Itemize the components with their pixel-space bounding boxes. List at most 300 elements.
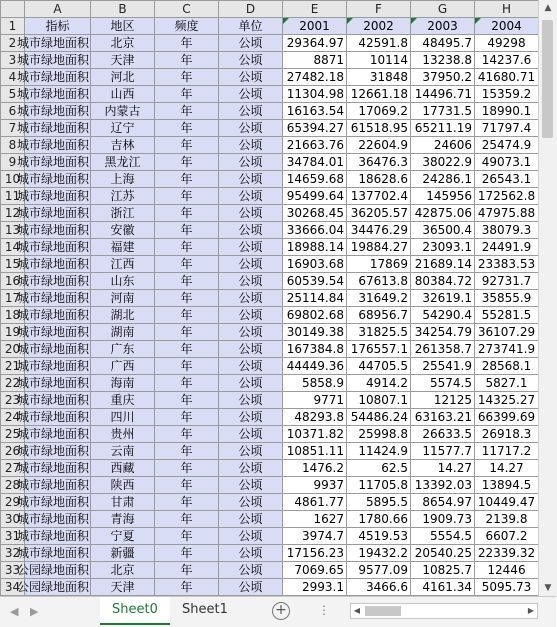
frequency-cell[interactable]: 年 [155,528,219,545]
region-cell[interactable]: 安徽 [91,222,155,239]
unit-cell[interactable]: 公顷 [219,35,283,52]
row-number[interactable]: 13 [1,222,25,239]
region-cell[interactable]: 江苏 [91,188,155,205]
frequency-cell[interactable]: 年 [155,477,219,494]
value-cell[interactable]: 31649.2 [347,290,411,307]
region-cell[interactable]: 西藏 [91,460,155,477]
value-cell[interactable]: 5895.5 [347,494,411,511]
value-cell[interactable]: 25114.84 [283,290,347,307]
frequency-cell[interactable]: 年 [155,562,219,579]
row-number[interactable]: 29 [1,494,25,511]
value-cell[interactable]: 34784.01 [283,154,347,171]
scroll-down-arrow-icon[interactable]: ▼ [544,583,552,593]
header-year-cell[interactable]: 2002 [347,18,411,35]
value-cell[interactable]: 48495.7 [411,35,475,52]
value-cell[interactable]: 10371.82 [283,426,347,443]
value-cell[interactable]: 49298 [475,35,539,52]
indicator-cell[interactable] [17,392,91,409]
region-cell[interactable]: 河南 [91,290,155,307]
indicator-cell[interactable] [17,477,91,494]
unit-cell[interactable]: 公顷 [219,154,283,171]
value-cell[interactable]: 16163.54 [283,103,347,120]
value-cell[interactable]: 67613.8 [347,273,411,290]
value-cell[interactable]: 68956.7 [347,307,411,324]
value-cell[interactable]: 17731.5 [411,103,475,120]
row-number[interactable]: 6 [1,103,25,120]
row-number[interactable]: 25 [1,426,25,443]
region-cell[interactable]: 重庆 [91,392,155,409]
value-cell[interactable]: 25998.8 [347,426,411,443]
value-cell[interactable]: 24606 [411,137,475,154]
scroll-left-arrow-icon[interactable]: ◀ [353,606,361,615]
column-header-f[interactable]: F [347,1,411,18]
value-cell[interactable]: 10114 [347,52,411,69]
value-cell[interactable]: 27482.18 [283,69,347,86]
value-cell[interactable]: 14237.6 [475,52,539,69]
value-cell[interactable]: 9937 [283,477,347,494]
value-cell[interactable]: 16903.68 [283,256,347,273]
frequency-cell[interactable]: 年 [155,52,219,69]
indicator-cell[interactable] [17,290,91,307]
region-cell[interactable]: 黑龙江 [91,154,155,171]
frequency-cell[interactable]: 年 [155,341,219,358]
value-cell[interactable]: 31825.5 [347,324,411,341]
header-year-cell[interactable]: 2001 [283,18,347,35]
header-year-cell[interactable]: 2003 [411,18,475,35]
value-cell[interactable]: 26918.3 [475,426,539,443]
value-cell[interactable]: 10851.11 [283,443,347,460]
row-number[interactable]: 12 [1,205,25,222]
value-cell[interactable]: 13238.8 [411,52,475,69]
value-cell[interactable]: 6607.2 [475,528,539,545]
unit-cell[interactable]: 公顷 [219,205,283,222]
row-number[interactable]: 33 [1,562,25,579]
value-cell[interactable]: 38079.3 [475,222,539,239]
next-sheet-arrow-icon[interactable]: ▶ [30,605,39,618]
unit-cell[interactable]: 公顷 [219,324,283,341]
unit-cell[interactable]: 公顷 [219,69,283,86]
value-cell[interactable]: 95499.64 [283,188,347,205]
region-cell[interactable]: 四川 [91,409,155,426]
indicator-cell[interactable] [17,511,91,528]
frequency-cell[interactable]: 年 [155,579,219,596]
frequency-cell[interactable]: 年 [155,460,219,477]
vertical-scrollbar[interactable] [538,0,557,596]
row-number[interactable]: 21 [1,358,25,375]
row-number[interactable]: 26 [1,443,25,460]
value-cell[interactable]: 33666.04 [283,222,347,239]
frequency-cell[interactable]: 年 [155,120,219,137]
frequency-cell[interactable]: 年 [155,205,219,222]
value-cell[interactable]: 19432.2 [347,545,411,562]
value-cell[interactable]: 273741.9 [475,341,539,358]
region-cell[interactable]: 湖南 [91,324,155,341]
value-cell[interactable]: 69802.68 [283,307,347,324]
value-cell[interactable]: 12661.18 [347,86,411,103]
frequency-cell[interactable]: 年 [155,239,219,256]
region-cell[interactable]: 山东 [91,273,155,290]
value-cell[interactable]: 35855.9 [475,290,539,307]
value-cell[interactable]: 5858.9 [283,375,347,392]
frequency-cell[interactable]: 年 [155,409,219,426]
region-cell[interactable]: 北京 [91,562,155,579]
frequency-cell[interactable]: 年 [155,324,219,341]
indicator-cell[interactable] [17,86,91,103]
value-cell[interactable]: 137702.4 [347,188,411,205]
header-year-cell[interactable]: 2004 [475,18,539,35]
unit-cell[interactable]: 公顷 [219,545,283,562]
value-cell[interactable]: 65394.27 [283,120,347,137]
value-cell[interactable]: 10825.7 [411,562,475,579]
unit-cell[interactable]: 公顷 [219,137,283,154]
value-cell[interactable]: 48293.8 [283,409,347,426]
value-cell[interactable]: 32619.1 [411,290,475,307]
region-cell[interactable]: 辽宁 [91,120,155,137]
value-cell[interactable]: 31848 [347,69,411,86]
row-number[interactable]: 2 [1,35,25,52]
scroll-right-arrow-icon[interactable]: ▶ [527,606,535,615]
frequency-cell[interactable]: 年 [155,171,219,188]
scroll-up-arrow-icon[interactable]: ▲ [544,3,552,13]
region-cell[interactable]: 广西 [91,358,155,375]
value-cell[interactable]: 167384.8 [283,341,347,358]
unit-cell[interactable]: 公顷 [219,409,283,426]
row-number[interactable]: 16 [1,273,25,290]
frequency-cell[interactable]: 年 [155,35,219,52]
column-header-a[interactable]: A [25,1,91,18]
horizontal-scrollbar[interactable] [350,603,538,619]
unit-cell[interactable]: 公顷 [219,120,283,137]
row-number[interactable]: 30 [1,511,25,528]
unit-cell[interactable]: 公顷 [219,511,283,528]
region-cell[interactable]: 天津 [91,579,155,596]
value-cell[interactable]: 11304.98 [283,86,347,103]
value-cell[interactable]: 26543.1 [475,171,539,188]
value-cell[interactable]: 25474.9 [475,137,539,154]
value-cell[interactable]: 44449.36 [283,358,347,375]
unit-cell[interactable]: 公顷 [219,86,283,103]
unit-cell[interactable]: 公顷 [219,494,283,511]
region-cell[interactable]: 内蒙古 [91,103,155,120]
value-cell[interactable]: 4519.53 [347,528,411,545]
value-cell[interactable]: 17069.2 [347,103,411,120]
value-cell[interactable]: 29364.97 [283,35,347,52]
indicator-cell[interactable] [17,103,91,120]
unit-cell[interactable]: 公顷 [219,256,283,273]
column-header-d[interactable]: D [219,1,283,18]
unit-cell[interactable]: 公顷 [219,392,283,409]
frequency-cell[interactable]: 年 [155,86,219,103]
value-cell[interactable]: 49073.1 [475,154,539,171]
row-number[interactable]: 10 [1,171,25,188]
value-cell[interactable]: 26633.5 [411,426,475,443]
value-cell[interactable]: 14325.27 [475,392,539,409]
unit-cell[interactable]: 公顷 [219,341,283,358]
tab-sheet1[interactable]: Sheet1 [182,602,228,617]
value-cell[interactable]: 30149.38 [283,324,347,341]
frequency-cell[interactable]: 年 [155,290,219,307]
value-cell[interactable]: 5095.73 [475,579,539,596]
value-cell[interactable]: 11705.8 [347,477,411,494]
row-number[interactable]: 31 [1,528,25,545]
value-cell[interactable]: 92731.7 [475,273,539,290]
value-cell[interactable]: 4861.77 [283,494,347,511]
value-cell[interactable]: 11424.9 [347,443,411,460]
frequency-cell[interactable]: 年 [155,375,219,392]
unit-cell[interactable]: 公顷 [219,222,283,239]
region-cell[interactable]: 山西 [91,86,155,103]
value-cell[interactable]: 36500.4 [411,222,475,239]
indicator-cell[interactable] [17,120,91,137]
frequency-cell[interactable]: 年 [155,426,219,443]
unit-cell[interactable]: 公顷 [219,188,283,205]
row-number[interactable]: 11 [1,188,25,205]
unit-cell[interactable]: 公顷 [219,307,283,324]
value-cell[interactable]: 176557.1 [347,341,411,358]
indicator-cell[interactable] [17,137,91,154]
indicator-cell[interactable] [17,69,91,86]
value-cell[interactable]: 2139.8 [475,511,539,528]
value-cell[interactable]: 3974.7 [283,528,347,545]
value-cell[interactable]: 30268.45 [283,205,347,222]
column-header-c[interactable]: C [155,1,219,18]
indicator-cell[interactable] [17,562,91,579]
value-cell[interactable]: 3466.6 [347,579,411,596]
value-cell[interactable]: 172562.8 [475,188,539,205]
row-number[interactable]: 1 [1,18,25,35]
value-cell[interactable]: 5827.1 [475,375,539,392]
value-cell[interactable]: 25541.9 [411,358,475,375]
value-cell[interactable]: 22339.32 [475,545,539,562]
value-cell[interactable]: 34476.29 [347,222,411,239]
header-region-cell[interactable]: 地区 [91,18,155,35]
indicator-cell[interactable] [17,426,91,443]
indicator-cell[interactable] [17,273,91,290]
region-cell[interactable]: 陕西 [91,477,155,494]
column-header-h[interactable]: H [475,1,539,18]
value-cell[interactable]: 23093.1 [411,239,475,256]
region-cell[interactable]: 河北 [91,69,155,86]
column-header-g[interactable]: G [411,1,475,18]
unit-cell[interactable]: 公顷 [219,579,283,596]
indicator-cell[interactable] [17,494,91,511]
unit-cell[interactable]: 公顷 [219,477,283,494]
frequency-cell[interactable]: 年 [155,511,219,528]
row-number[interactable]: 5 [1,86,25,103]
value-cell[interactable]: 145956 [411,188,475,205]
unit-cell[interactable]: 公顷 [219,290,283,307]
value-cell[interactable]: 24491.9 [475,239,539,256]
value-cell[interactable]: 63163.21 [411,409,475,426]
row-number[interactable]: 28 [1,477,25,494]
indicator-cell[interactable] [17,188,91,205]
value-cell[interactable]: 36205.57 [347,205,411,222]
value-cell[interactable]: 13392.03 [411,477,475,494]
row-number[interactable]: 18 [1,307,25,324]
unit-cell[interactable]: 公顷 [219,460,283,477]
frequency-cell[interactable]: 年 [155,222,219,239]
value-cell[interactable]: 60539.54 [283,273,347,290]
row-number[interactable]: 20 [1,341,25,358]
column-header-e[interactable]: E [283,1,347,18]
unit-cell[interactable]: 公顷 [219,239,283,256]
value-cell[interactable]: 17869 [347,256,411,273]
value-cell[interactable]: 14.27 [411,460,475,477]
row-number[interactable]: 19 [1,324,25,341]
indicator-cell[interactable] [17,256,91,273]
frequency-cell[interactable]: 年 [155,392,219,409]
region-cell[interactable]: 天津 [91,52,155,69]
value-cell[interactable]: 14496.71 [411,86,475,103]
value-cell[interactable]: 5574.5 [411,375,475,392]
row-number[interactable]: 3 [1,52,25,69]
add-sheet-plus-icon[interactable]: + [272,602,290,620]
unit-cell[interactable]: 公顷 [219,52,283,69]
value-cell[interactable]: 2993.1 [283,579,347,596]
value-cell[interactable]: 261358.7 [411,341,475,358]
value-cell[interactable]: 37950.2 [411,69,475,86]
frequency-cell[interactable]: 年 [155,494,219,511]
unit-cell[interactable]: 公顷 [219,103,283,120]
indicator-cell[interactable] [17,307,91,324]
value-cell[interactable]: 1780.66 [347,511,411,528]
indicator-cell[interactable] [17,222,91,239]
tab-sheet0[interactable]: Sheet0 [100,597,170,625]
value-cell[interactable]: 38022.9 [411,154,475,171]
frequency-cell[interactable]: 年 [155,137,219,154]
value-cell[interactable]: 4161.34 [411,579,475,596]
frequency-cell[interactable]: 年 [155,443,219,460]
row-number[interactable]: 32 [1,545,25,562]
region-cell[interactable]: 广东 [91,341,155,358]
value-cell[interactable]: 12446 [475,562,539,579]
frequency-cell[interactable]: 年 [155,358,219,375]
value-cell[interactable]: 55281.5 [475,307,539,324]
value-cell[interactable]: 18628.6 [347,171,411,188]
value-cell[interactable]: 11577.7 [411,443,475,460]
region-cell[interactable]: 海南 [91,375,155,392]
frequency-cell[interactable]: 年 [155,103,219,120]
value-cell[interactable]: 61518.95 [347,120,411,137]
value-cell[interactable]: 20540.25 [411,545,475,562]
region-cell[interactable]: 云南 [91,443,155,460]
value-cell[interactable]: 22604.9 [347,137,411,154]
value-cell[interactable]: 9771 [283,392,347,409]
value-cell[interactable]: 17156.23 [283,545,347,562]
unit-cell[interactable]: 公顷 [219,562,283,579]
value-cell[interactable]: 15359.2 [475,86,539,103]
unit-cell[interactable]: 公顷 [219,273,283,290]
region-cell[interactable]: 新疆 [91,545,155,562]
region-cell[interactable]: 福建 [91,239,155,256]
value-cell[interactable]: 36107.29 [475,324,539,341]
unit-cell[interactable]: 公顷 [219,426,283,443]
unit-cell[interactable]: 公顷 [219,528,283,545]
unit-cell[interactable]: 公顷 [219,171,283,188]
row-number[interactable]: 27 [1,460,25,477]
indicator-cell[interactable] [17,239,91,256]
more-options-icon[interactable]: ⋮ [318,603,331,617]
value-cell[interactable]: 21663.76 [283,137,347,154]
value-cell[interactable]: 13894.5 [475,477,539,494]
frequency-cell[interactable]: 年 [155,188,219,205]
value-cell[interactable]: 66399.69 [475,409,539,426]
indicator-cell[interactable] [17,154,91,171]
row-number[interactable]: 14 [1,239,25,256]
value-cell[interactable]: 44705.5 [347,358,411,375]
select-all-corner[interactable] [1,1,25,18]
row-number[interactable]: 24 [1,409,25,426]
value-cell[interactable]: 12125 [411,392,475,409]
frequency-cell[interactable]: 年 [155,307,219,324]
row-number[interactable]: 4 [1,69,25,86]
region-cell[interactable]: 北京 [91,35,155,52]
indicator-cell[interactable] [17,324,91,341]
region-cell[interactable]: 上海 [91,171,155,188]
prev-sheet-arrow-icon[interactable]: ◀ [10,605,19,618]
indicator-cell[interactable] [17,545,91,562]
frequency-cell[interactable]: 年 [155,273,219,290]
region-cell[interactable]: 贵州 [91,426,155,443]
header-indicator-cell[interactable]: 指标 [25,18,91,35]
unit-cell[interactable]: 公顷 [219,375,283,392]
value-cell[interactable]: 42875.06 [411,205,475,222]
row-number[interactable]: 15 [1,256,25,273]
indicator-cell[interactable] [17,341,91,358]
value-cell[interactable]: 10807.1 [347,392,411,409]
row-number[interactable]: 9 [1,154,25,171]
value-cell[interactable]: 80384.72 [411,273,475,290]
region-cell[interactable]: 江西 [91,256,155,273]
value-cell[interactable]: 54486.24 [347,409,411,426]
value-cell[interactable]: 19884.27 [347,239,411,256]
value-cell[interactable]: 7069.65 [283,562,347,579]
region-cell[interactable]: 甘肃 [91,494,155,511]
value-cell[interactable]: 8654.97 [411,494,475,511]
value-cell[interactable]: 54290.4 [411,307,475,324]
row-number[interactable]: 17 [1,290,25,307]
indicator-cell[interactable] [17,171,91,188]
value-cell[interactable]: 14659.68 [283,171,347,188]
indicator-cell[interactable] [17,35,91,52]
value-cell[interactable]: 24286.1 [411,171,475,188]
value-cell[interactable]: 18990.1 [475,103,539,120]
region-cell[interactable]: 青海 [91,511,155,528]
vertical-scroll-thumb[interactable] [542,20,553,138]
value-cell[interactable]: 9577.09 [347,562,411,579]
region-cell[interactable]: 宁夏 [91,528,155,545]
header-unit-cell[interactable]: 单位 [219,18,283,35]
indicator-cell[interactable] [17,443,91,460]
value-cell[interactable]: 62.5 [347,460,411,477]
region-cell[interactable]: 浙江 [91,205,155,222]
value-cell[interactable]: 21689.14 [411,256,475,273]
value-cell[interactable]: 71797.4 [475,120,539,137]
value-cell[interactable]: 28568.1 [475,358,539,375]
indicator-cell[interactable] [17,409,91,426]
indicator-cell[interactable] [17,460,91,477]
row-number[interactable]: 23 [1,392,25,409]
frequency-cell[interactable]: 年 [155,545,219,562]
unit-cell[interactable]: 公顷 [219,358,283,375]
indicator-cell[interactable] [17,358,91,375]
value-cell[interactable]: 8871 [283,52,347,69]
value-cell[interactable]: 1476.2 [283,460,347,477]
indicator-cell[interactable] [17,579,91,596]
value-cell[interactable]: 10449.47 [475,494,539,511]
frequency-cell[interactable]: 年 [155,256,219,273]
value-cell[interactable]: 41680.71 [475,69,539,86]
